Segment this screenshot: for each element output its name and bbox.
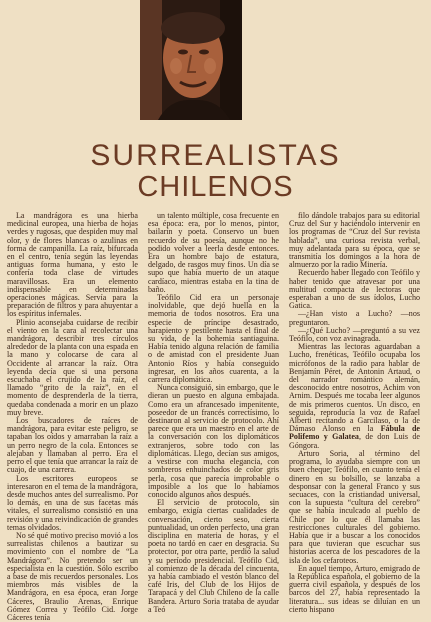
paragraph: un talento múltiple, cosa frecuente en esa época: era, por lo menos, pintor, bailarín y poeta. Conservo un buen recuerdo de su poesía, aunque no he podido volver a leerla desde entonces. Era un hombre bajo de estatura, delgado, de rasgos muy finos. Un día se supo que había muerto de un ataque cardíaco, mientras estaba en la tina de baño. <box>148 211 279 294</box>
paragraph: Los buscadores de raíces de mandrágora, para evitar este peligro, se tapaban los oídos y amarraban la raíz a un perro negro de la cola. Entonces se alejaban y llamaban al perro. Era el perro el que tenía que arrancar la raíz de cuajo, de una carrera. <box>7 416 138 475</box>
text-column-3 <box>289 211 421 614</box>
paragraph: Arturo Soria, al término del programa, lo ayudaba siempre con un buen cheque; Teófilo, en cuanto tenía el dinero en su bolsillo, se lanzaba a desponsar con la general Franco y sus secuaces, con la cristiandad universal, con la supuesta “cultura del cerebro” que se había inculcado al pueblo de Chile por lo que él llamaba las restricciones culturales del gobierno. Había que ir a buscar a los conocidos para que tuvieran que escuchar sus historias acerca de los pescadores de la isla de los cefaroteos. <box>289 448 420 565</box>
text-column-2 <box>148 211 279 614</box>
paragraph: El servicio de protocolo, sin embargo, exigía ciertas cualidades de conversación, cierto seso, cierta puntualidad, un orden perfecto, una gran disciplina en materia de horas, y el poeta no tardó en caer en desgracia. Su protector, por otra parte, perdió la salud y su período presidencial. Teófilo Cid, al comienzo de la década del cincuenta, ya había cambiado el vestón blanco del café Iris, del Club de los Hijos de Tarapacá y del Club Chileno de la calle Bandera. Arturo Soria trataba de ayudar a Teó <box>148 498 279 614</box>
paragraph: Mientras las lectoras aguardaban a Lucho, frenéticas, Teófilo ocupaba los micrófonos de la radio para hablar de Benjamín Péret, de Antonin Artaud, o del narrador romántico alemán, desconocido entre nosotros, Achim von Arnim. Después me tocaba leer algunos de mis primeros cuentos. Un disco, en seguida, reproducía la voz de Rafael Alberti recitando a Garcilaso, o la de Dámaso Alonso en la Fábula de Polifemo y Galatea, de don Luis de Góngora. <box>289 342 421 450</box>
text-column-1 <box>7 211 138 622</box>
paragraph: Teófilo Cid era un personaje inolvidable, que dejó huella en la memoria de todos nosotros. Era una especie de príncipe desastrado, harapiento y pestilente hasta el final de su vida, de la bohemia santiaguina. Había tenido alguna relación de familia o de amistad con el presidente Juan Antonio Ríos y había conseguido ingresar, en los años cuarenta, a la carrera diplomática. <box>148 293 279 385</box>
article-title-line1: SURREALISTAS <box>90 139 341 172</box>
paragraph: Nunca consiguió, sin embargo, que le dieran un puesto en alguna embajada. Como era un afrancesado impenitente, poseedor de un francés correctísimo, lo destinaron al servicio de protocolo. Ahí parece que era un maestro en el arte de la conversación con los diplomáticos extranjeros, sobre todo con las diplomáticas. Llego, decían sus amigos, a vestirse con mucha elegancia, con sombreros enhuinchados de color gris perla, cosa que parecía improbable o imposible a los que lo habíamos conocido algunos años después. <box>148 383 279 499</box>
paragraph: —¿Qué Lucho? —preguntó a su vez Teófilo, con voz avinagrada. <box>289 325 420 344</box>
paragraph: filo dándole trabajos para su editorial Cruz del Sur y haciéndolo intervenir en los programas de “Cruz del Sur revista hablada”, una curiosa revista verbal, muy adelantada para su época, que se transmitía los domingos a la hora de almuerzo por la radio Minería. <box>289 211 420 270</box>
paragraph: Plinio aconsejaba cuidarse de recibir el viento en la cara al recolectar una mandrágora, describir tres círculos alrededor de la planta con una espada en la mano y colocarse de cara al Occidente al arrancar la raíz. Otra leyenda decía que si una persona escuchaba el crujido de la raíz, el llamado “grito de la raíz”, en el momento de desprenderla de la tierra, quedaba condenada a morir en un plazo muy breve. <box>7 317 138 417</box>
article-title-line2: CHILENOS <box>137 171 294 203</box>
paragraph: En aquel tiempo, Arturo, emigrado de la República española, el gobierno de la guerra civil española, y después de los barcos del 27, había representado la literatura... sus ideas se diluían en un cierto hispano <box>289 563 420 614</box>
man-portrait-icon <box>140 0 242 120</box>
paragraph: Recuerdo haber llegado con Teófilo y haber tenido que atravesar por una multitud compacta de lectoras que esperaban a uno de sus ídolos, Lucho Gatica. <box>289 268 420 311</box>
paragraph: No sé qué motivo preciso movió a los surrealistas chilenos a bautizar su movimiento con el nombre de “La Mandrágora”. No pretendo ser un especialista en la cuestión. Sólo escribo a base de mis recuerdos personales. Los miembros más visibles de la Mandrágora, en esa época, eran Jorge Cáceres, Braulio Arenas, Enrique Gómez Correa y Teófilo Cid. Jorge Cáceres tenía <box>7 530 138 622</box>
portrait-photo <box>140 0 242 120</box>
paragraph: —¿Han visto a Lucho? —nos preguntaron. <box>289 309 420 327</box>
paragraph: La mandrágora es una hierba medicinal europea, una hierba de hojas verdes y rugosas, que despiden muy mal olor, y de flores blancas o azulinas en forma de campanilla. La raíz, bifurcada en el centro, tenía según las leyendas antiguas forma humana, y esto le confería toda clase de virtudes maravillosas. Era un elemento indispensable en determinadas operaciones mágicas. Servía para la preparación de filtros y para ahuyentar a los espíritus infernales. <box>7 211 138 319</box>
paragraph: Los escritores europeos se interesaron en el tema de la mandrágora, desde muchos antes del surrealismo. Por lo demás, en una de sus facetas más vitales, el surrealismo consistió en una revisión y una reivindicación de grandes temas olvidados. <box>7 473 138 532</box>
